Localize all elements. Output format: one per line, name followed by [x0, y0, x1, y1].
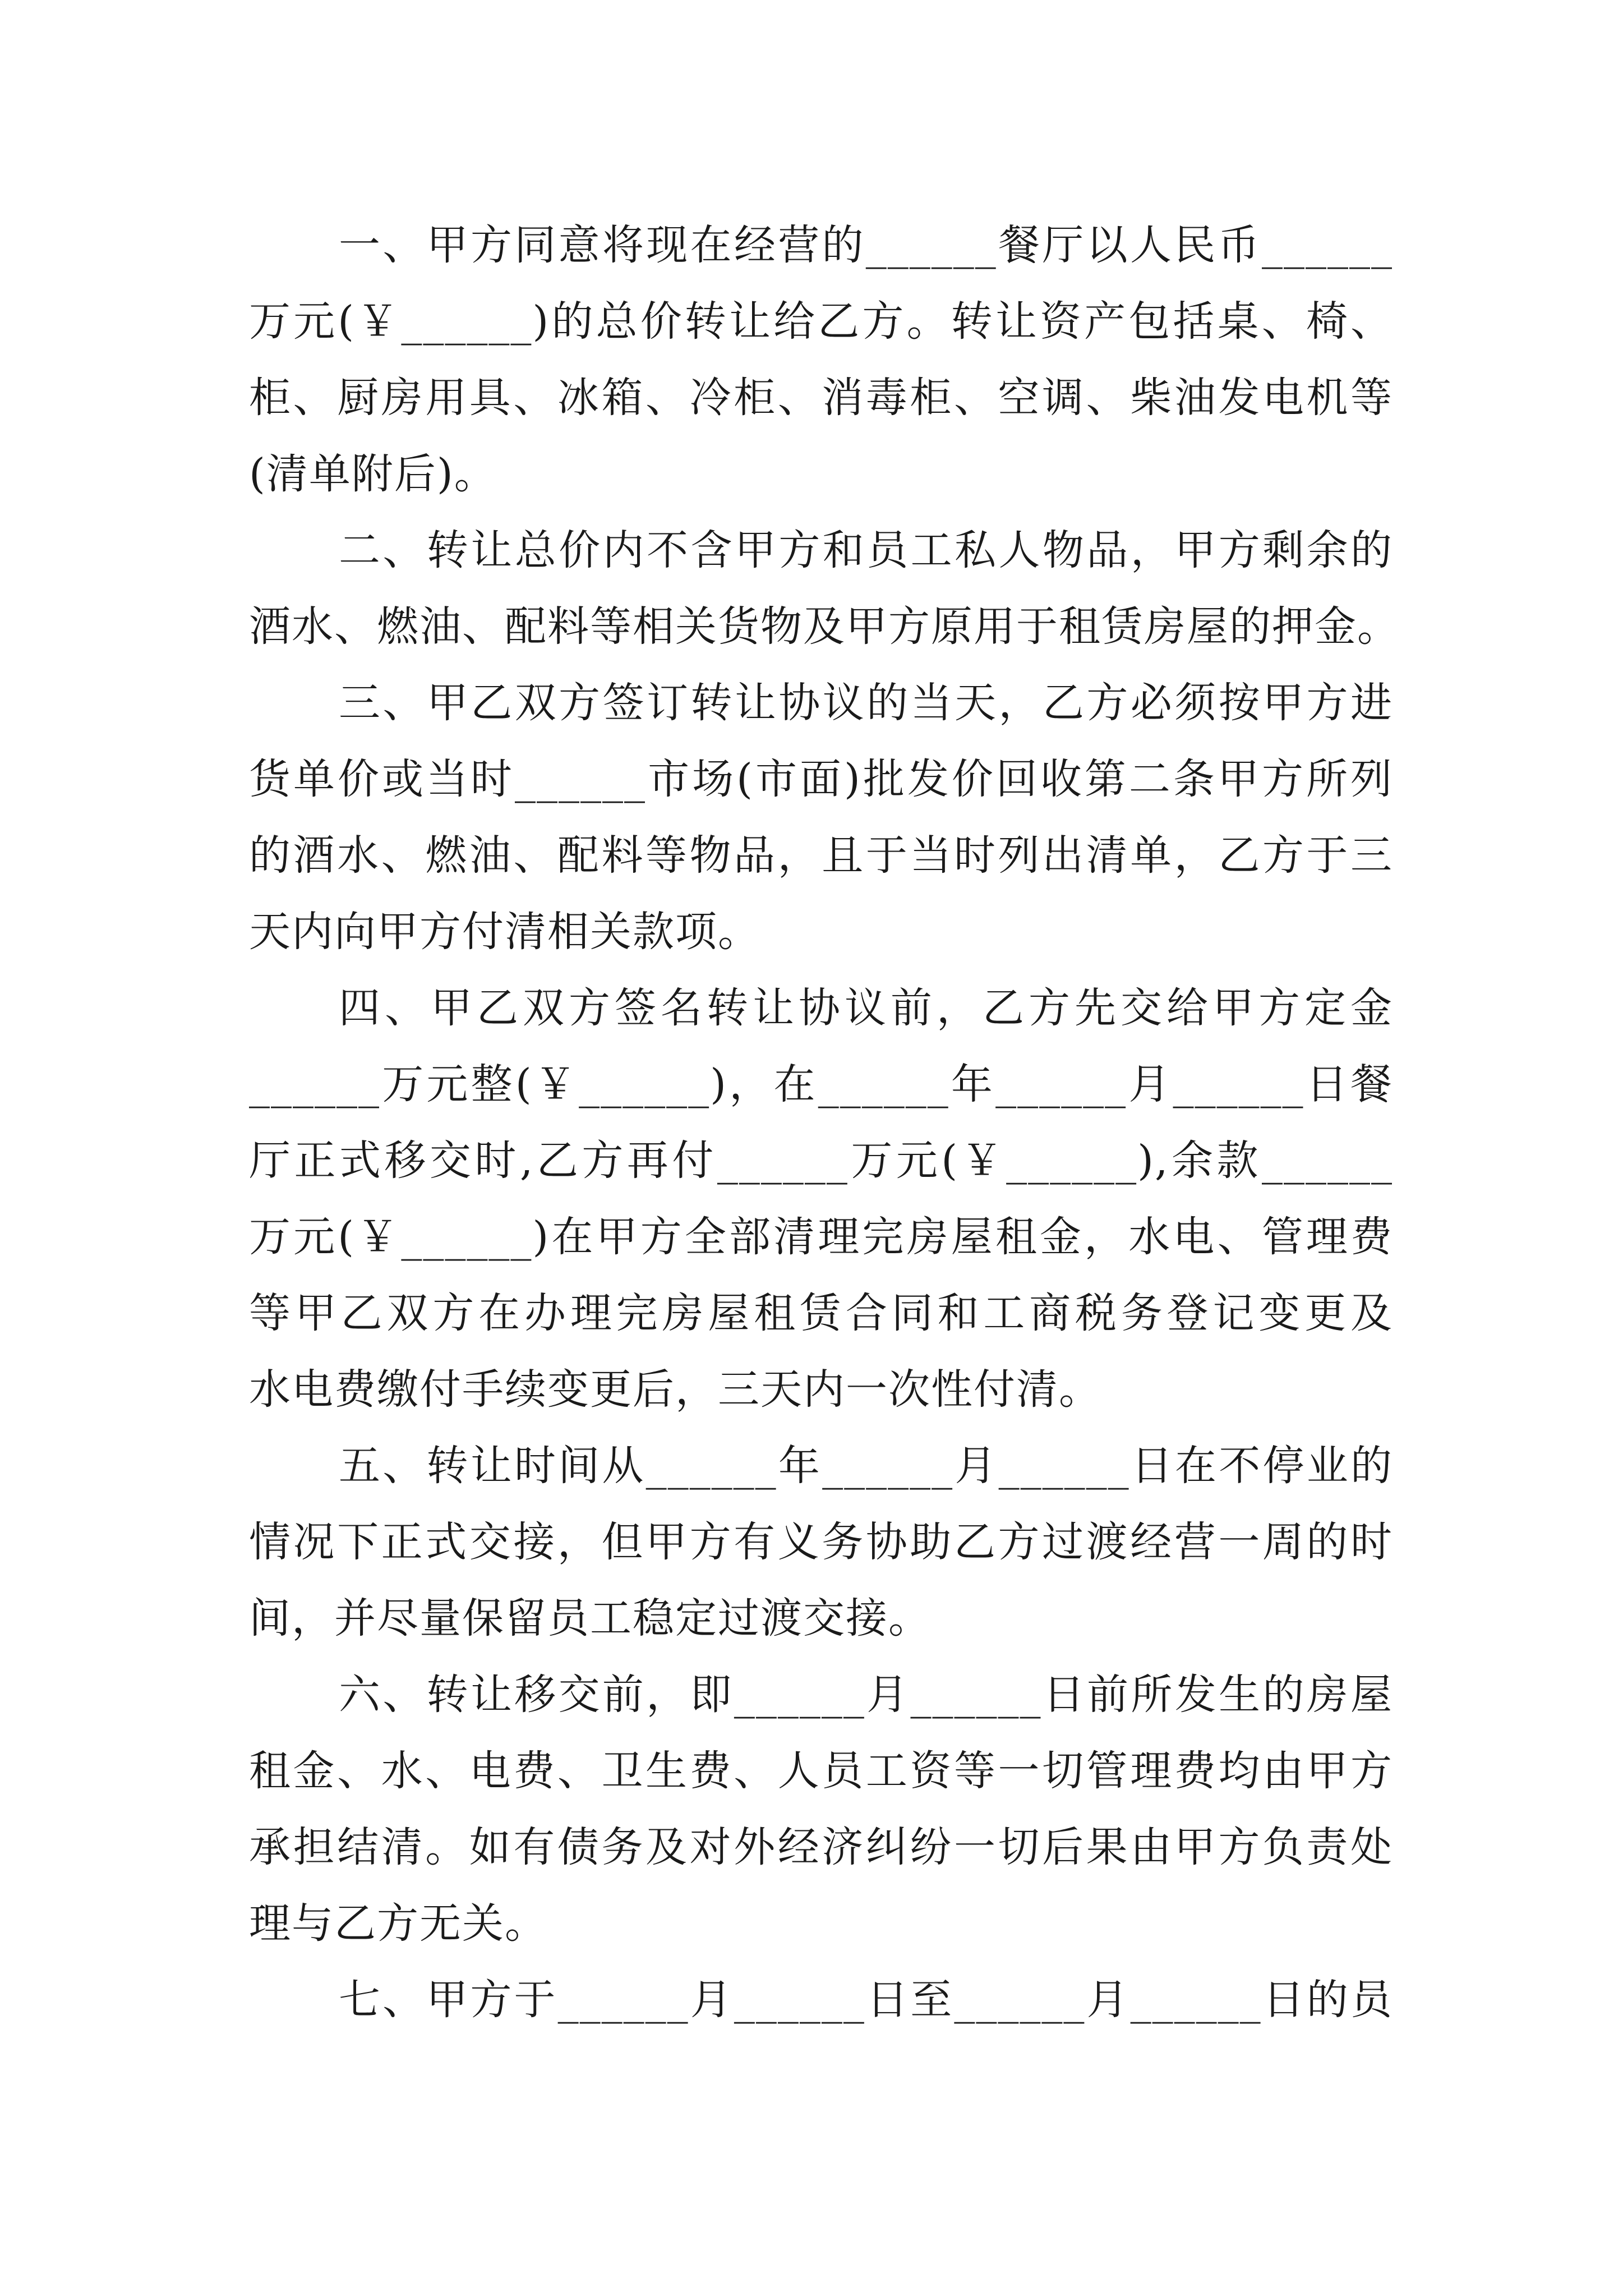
clause-3-line-3: 的酒水、燃油、配料等物品，且于当时列出清单，乙方于三	[249, 831, 1393, 880]
clause-7-line-1: 七、甲方于______月______日至______月______日的员	[339, 1976, 1393, 2024]
clause-3-line-2: 货单价或当时______市场(市面)批发价回收第二条甲方所列	[249, 755, 1393, 803]
clause-5-line-2: 情况下正式交接，但甲方有义务协助乙方过渡经营一周的时	[249, 1518, 1393, 1566]
clause-4-line-5: 等甲乙双方在办理完房屋租赁合同和工商税务登记变更及	[249, 1289, 1393, 1337]
clause-4-line-1: 四、甲乙双方签名转让协议前，乙方先交给甲方定金	[339, 984, 1393, 1032]
clause-1-line-4: (清单附后)。	[249, 450, 497, 498]
clause-5-line-1: 五、转让时间从______年______月______日在不停业的	[339, 1442, 1393, 1490]
clause-1-line-1: 一、甲方同意将现在经营的______餐厅以人民币______	[339, 221, 1393, 269]
clause-4-line-4: 万元(￥______)在甲方全部清理完房屋租金，水电、管理费	[249, 1213, 1393, 1261]
clause-1-line-2: 万元(￥______)的总价转让给乙方。转让资产包括桌、椅、	[249, 297, 1393, 346]
clause-6-line-2: 租金、水、电费、卫生费、人员工资等一切管理费均由甲方	[249, 1747, 1393, 1795]
clause-3-line-1: 三、甲乙双方签订转让协议的当天，乙方必须按甲方进	[339, 679, 1393, 727]
clause-6-line-3: 承担结清。如有债务及对外经济纠纷一切后果由甲方负责处	[249, 1823, 1393, 1871]
clause-6-line-4: 理与乙方无关。	[249, 1899, 547, 1948]
clause-4-line-3: 厅正式移交时,乙方再付______万元(￥______),余款______	[249, 1137, 1393, 1185]
clause-4-line-6: 水电费缴付手续变更后，三天内一次性付清。	[249, 1365, 1101, 1414]
clause-2-line-2: 酒水、燃油、配料等相关货物及甲方原用于租赁房屋的押金。	[249, 602, 1400, 651]
clause-1-line-3: 柜、厨房用具、冰箱、冷柜、消毒柜、空调、柴油发电机等	[249, 374, 1393, 422]
clause-5-line-3: 间，并尽量保留员工稳定过渡交接。	[249, 1594, 931, 1642]
clause-3-line-4: 天内向甲方付清相关款项。	[249, 908, 760, 956]
clause-2-line-1: 二、转让总价内不含甲方和员工私人物品，甲方剩余的	[339, 526, 1393, 574]
clause-4-line-2: ______万元整(￥______)，在______年______月______日餐	[249, 1060, 1393, 1108]
clause-6-line-1: 六、转让移交前，即______月______日前所发生的房屋	[339, 1671, 1393, 1719]
